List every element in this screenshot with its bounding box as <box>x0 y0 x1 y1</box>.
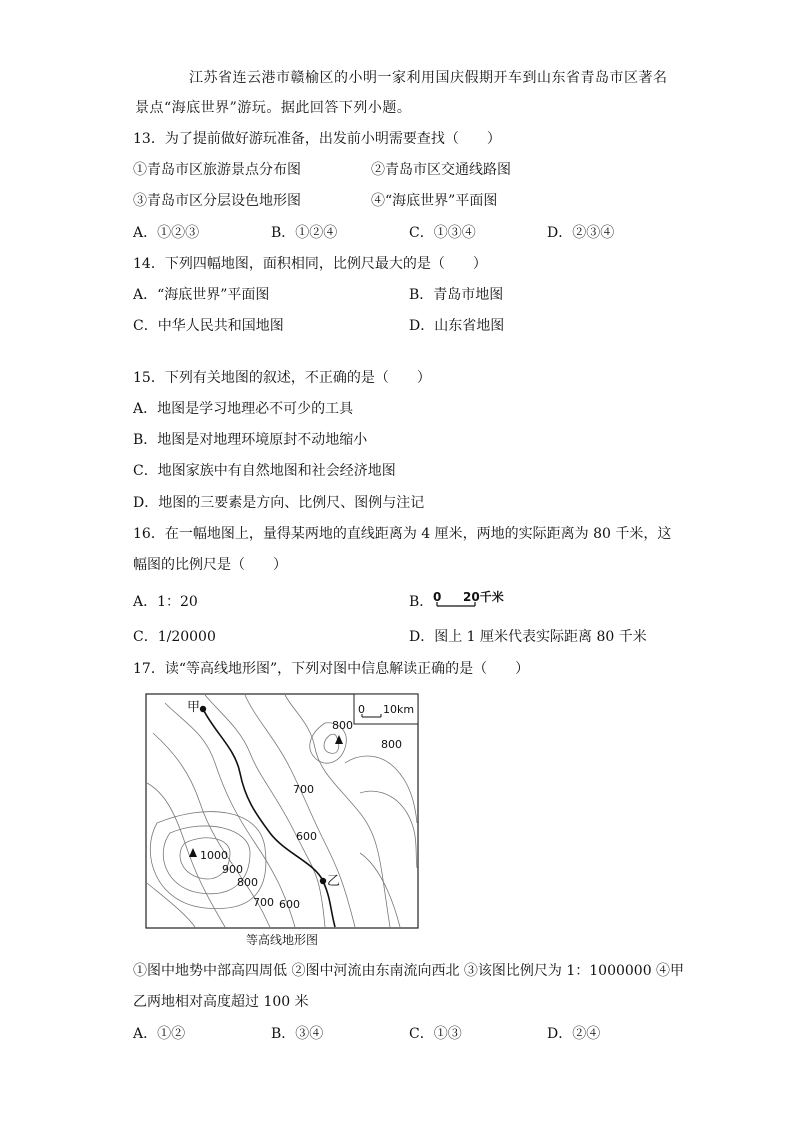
q13-stem: 13．为了提前做好游玩准备，出发前小明需要查找（ ） <box>133 131 501 147</box>
q17-statements-line-1: ①图中地势中部高四周低 ②图中河流由东南流向西北 ③该图比例尺为 1：1000000 ④甲 <box>133 963 685 979</box>
q17-option-a: A．①② <box>133 1026 186 1042</box>
q13-option-d: D．②③④ <box>547 225 615 241</box>
q16-option-d: D．图上 1 厘米代表实际距离 80 千米 <box>409 629 647 645</box>
scale-zero-label: 0 <box>433 590 442 604</box>
contour-label: 1000 <box>200 849 228 862</box>
contour-map-graphic <box>145 693 419 929</box>
q14-option-d: D．山东省地图 <box>409 318 505 334</box>
map-caption: 等高线地形图 <box>245 933 318 947</box>
scale-distance-label: 20千米 <box>463 590 504 604</box>
q13-option-a: A．①②③ <box>133 225 200 241</box>
q17-stem: 17．读“等高线地形图”，下列对图中信息解读正确的是（ ） <box>133 661 530 677</box>
contour-label: 700 <box>293 783 314 796</box>
q14-option-c: C．中华人民共和国地图 <box>133 318 284 334</box>
q13-item-4: ④“海底世界”平面图 <box>371 193 498 209</box>
q17-option-d: D．②④ <box>547 1026 601 1042</box>
contour-label: 800 <box>381 738 402 751</box>
point-jia-label: 甲 <box>187 700 201 715</box>
map-scale-label: 10km <box>383 703 415 716</box>
q16-option-b-prefix: B． <box>409 594 434 610</box>
q15-option-c: C．地图家族中有自然地图和社会经济地图 <box>133 463 396 479</box>
contour-map <box>145 693 419 929</box>
intro-line-2: 景点“海底世界”游玩。据此回答下列小题。 <box>135 100 412 116</box>
q14-option-a: A．“海底世界”平面图 <box>133 287 270 303</box>
q15-stem: 15．下列有关地图的叙述，不正确的是（ ） <box>133 370 431 386</box>
q16-option-a: A．1：20 <box>133 594 198 610</box>
q13-item-2: ②青岛市区交通线路图 <box>371 162 511 178</box>
point-yi-marker <box>320 878 326 884</box>
q15-option-a: A．地图是学习地理必不可少的工具 <box>133 401 354 417</box>
q13-item-1: ①青岛市区旅游景点分布图 <box>133 162 301 178</box>
q17-statements-line-2: 乙两地相对高度超过 100 米 <box>133 994 309 1010</box>
q14-stem: 14．下列四幅地图，面积相同，比例尺最大的是（ ） <box>133 256 487 272</box>
q13-option-b: B．①②④ <box>271 225 338 241</box>
contour-label: 700 <box>253 896 274 909</box>
contour-label: 800 <box>237 876 258 889</box>
contour-label: 600 <box>296 830 317 843</box>
q15-option-d: D．地图的三要素是方向、比例尺、图例与注记 <box>133 495 425 511</box>
q16-option-b-scale-bar <box>431 590 521 610</box>
point-yi-label: 乙 <box>327 874 341 889</box>
map-scale-zero: 0 <box>358 703 365 716</box>
q14-option-b: B．青岛市地图 <box>409 287 504 303</box>
q16-option-c: C．1/20000 <box>133 629 216 645</box>
contour-label: 600 <box>279 898 300 911</box>
contour-label: 800 <box>332 719 353 732</box>
q15-option-b: B．地图是对地理环境原封不动地缩小 <box>133 432 368 448</box>
q16-stem-line-2: 幅图的比例尺是（ ） <box>133 557 287 573</box>
contour-label: 900 <box>222 863 243 876</box>
point-jia-marker <box>200 706 206 712</box>
q17-option-b: B．③④ <box>271 1026 324 1042</box>
intro-line-1: 江苏省连云港市赣榆区的小明一家利用国庆假期开车到山东省青岛市区著名 <box>189 70 668 86</box>
q16-stem-line-1: 16．在一幅地图上，量得某两地的直线距离为 4 厘米，两地的实际距离为 80 千米，这 <box>133 526 672 542</box>
q13-option-c: C．①③④ <box>409 225 476 241</box>
scale-bar-graphic <box>431 590 521 610</box>
q17-option-c: C．①③ <box>409 1026 462 1042</box>
q13-item-3: ③青岛市区分层设色地形图 <box>133 193 301 209</box>
